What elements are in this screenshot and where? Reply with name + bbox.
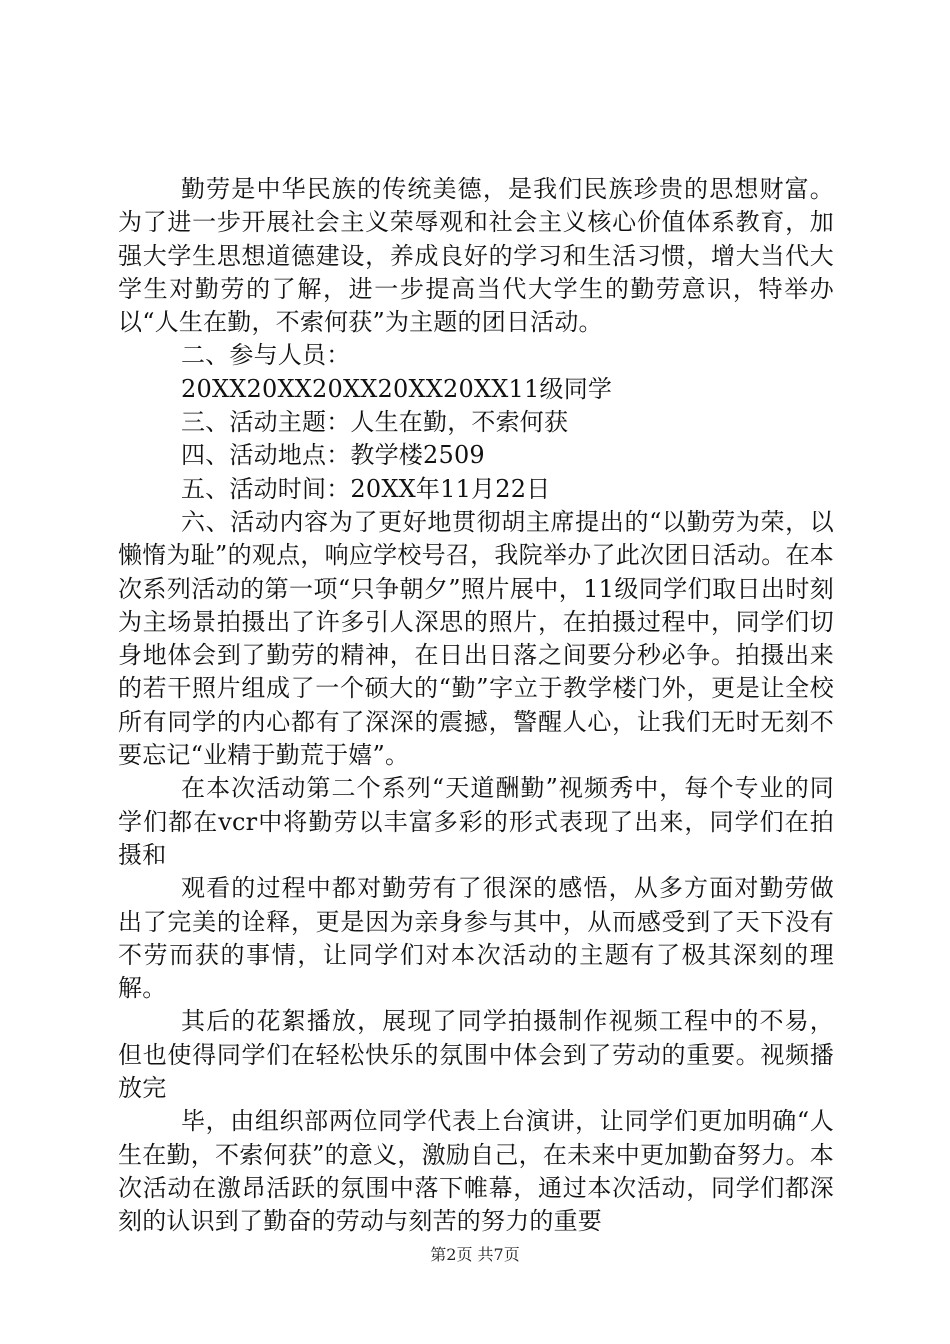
paragraph-highlights: 其后的花絮播放，展现了同学拍摄制作视频工程中的不易，但也使得同学们在轻松快乐的氛围中体会到了劳动的重要。视频播放完 [118,1007,834,1103]
paragraph-conclusion: 毕，由组织部两位同学代表上台演讲，让同学们更加明确“人生在勤，不索何获”的意义，激励自己，在未来中更加勤奋努力。本次活动在激昂活跃的氛围中落下帷幕，通过本次活动，同学们都深刻的认识到了勤奋的劳动与刻苦的努力的重要 [118,1107,834,1236]
paragraph-time: 五、活动时间：20XX年11月22日 [181,474,551,503]
paragraph-participants-heading: 二、参与人员： [181,341,351,370]
paragraph-content: 六、活动内容为了更好地贯彻胡主席提出的“以勤劳为荣，以懒惰为耻”的观点，响应学校号召，我院举办了此次团日活动。在本次系列活动的第一项“只争朝夕”照片展中，11级同学们取日出时刻为主场景拍摄出了许多引人深思的照片，在拍摄过程中，同学们切身地体会到了勤劳的精神，在日出日落之间要分秒必争。拍摄出来的若干照片组成了一个硕大的“勤”字立于教学楼门外，更是让全校所有同学的内心都有了深深的震撼，警醒人心，让我们无时无刻不要忘记“业精于勤荒于嬉”。 [118,507,834,770]
document-body [118,173,834,1239]
paragraph-intro: 勤劳是中华民族的传统美德，是我们民族珍贵的思想财富。为了进一步开展社会主义荣辱观和社会主义核心价值体系教育，加强大学生思想道德建设，养成良好的学习和生活习惯，增大当代大学生对勤劳的了解，进一步提高当代大学生的勤劳意识，特举办以“人生在勤，不索何获”为主题的团日活动。 [118,175,834,337]
page-footer: 第2页 共7页 [430,1245,520,1264]
paragraph-participants: 20XX20XX20XX20XX20XX11级同学 [181,374,613,403]
paragraph-theme: 三、活动主题：人生在勤，不索何获 [181,408,569,437]
paragraph-video-series: 在本次活动第二个系列“天道酬勤”视频秀中，每个专业的同学们都在vcr中将勤劳以丰富多彩的形式表现了出来，同学们在拍摄和 [118,774,834,869]
paragraph-location: 四、活动地点：教学楼2509 [181,441,485,470]
paragraph-viewing: 观看的过程中都对勤劳有了很深的感悟，从多方面对勤劳做出了完美的诠释，更是因为亲身参与其中，从而感受到了天下没有不劳而获的事情，让同学们对本次活动的主题有了极其深刻的理解。 [118,874,834,1003]
